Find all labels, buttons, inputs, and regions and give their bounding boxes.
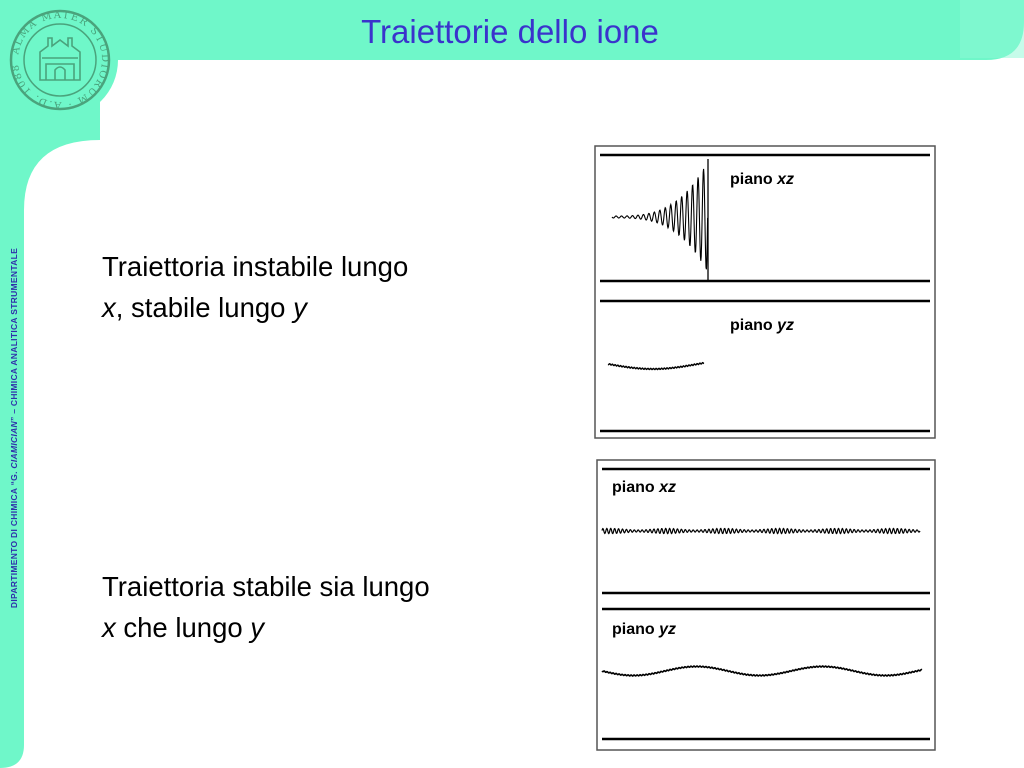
svg-text:ALMA MATER STUDIORUM · A.D. 10: ALMA MATER STUDIORUM · A.D. 1088 (10, 9, 111, 111)
stable-trajectory-text: Traiettoria stabile sia lungo x che lungo y (102, 571, 430, 643)
figure-unstable-graphic (594, 145, 936, 439)
label-piano-xz-1: piano xz (730, 171, 795, 188)
trajectory-figure-stable (596, 459, 936, 751)
label-piano-yz-1: piano yz (730, 317, 795, 334)
department-label: DIPARTIMENTO DI CHIMICA “G. CIAMICIAN” – CHIMICA ANALITICA STRUMENTALE (9, 247, 19, 609)
label-piano-xz-2: piano xz (612, 479, 677, 496)
figure-stable-graphic (596, 459, 936, 751)
unstable-trajectory-text: Traiettoria instabile lungo x, stabile lungo y (102, 251, 409, 323)
university-seal-logo (8, 8, 112, 112)
trajectory-figure-unstable (594, 145, 936, 439)
label-piano-yz-2: piano yz (612, 621, 677, 638)
slide-title: Traiettorie dello ione (361, 13, 659, 50)
